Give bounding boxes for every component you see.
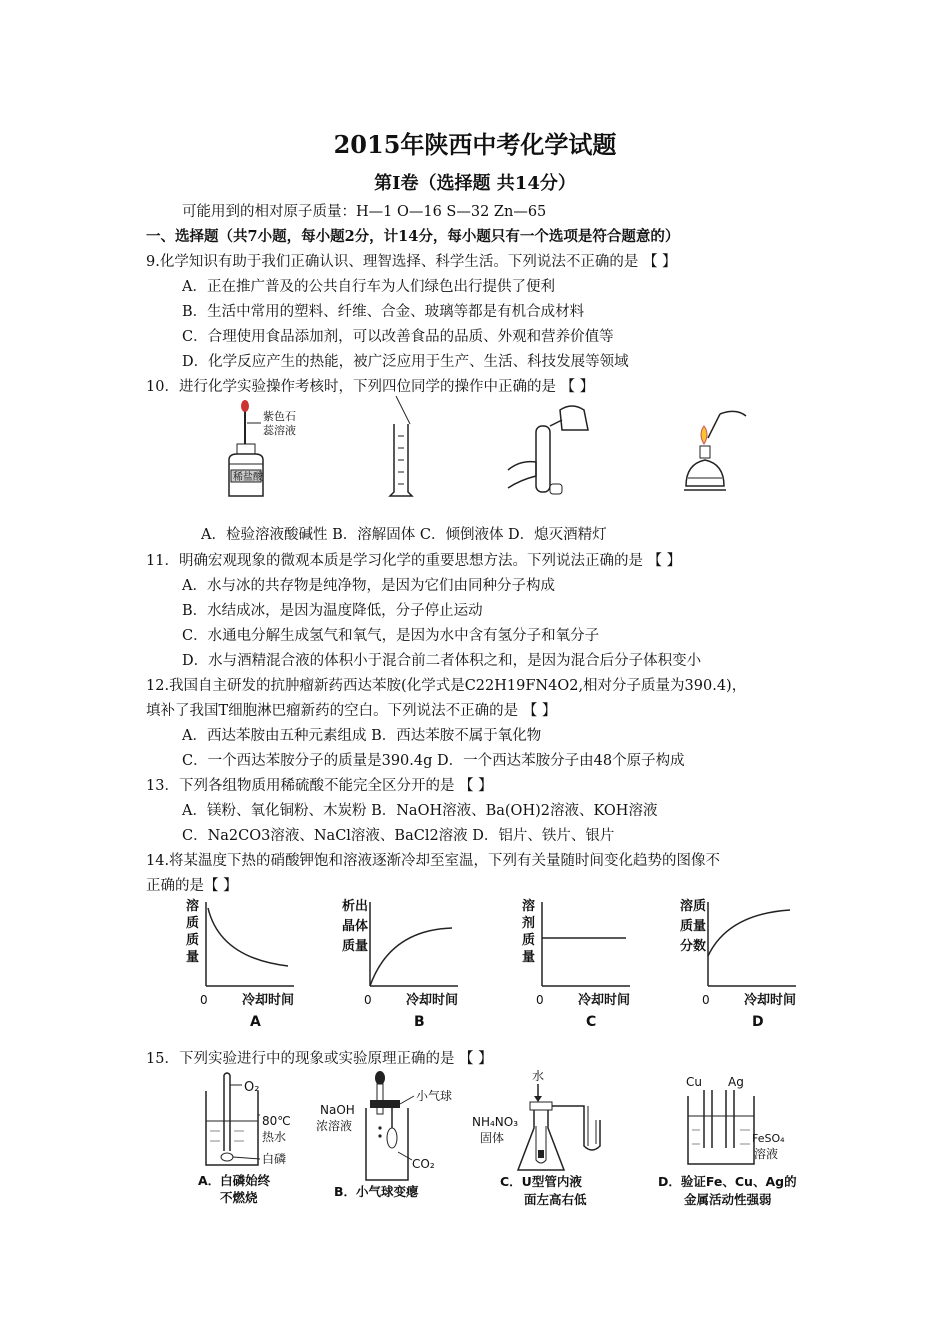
svg-text:紫色石: 紫色石 [263,410,296,423]
x-label: 冷却时间 [744,993,797,1008]
y-label-1: 溶 [186,899,200,914]
q9-option-d: D．化学反应产生的热能，被广泛应用于生产、生活、科技发展等领域 [182,354,629,370]
q14-graph-c [512,896,662,1031]
q13-options-cd: C．Na2CO3溶液、NaCl溶液、BaCl2溶液 D．铝片、铁片、银片 [182,828,615,844]
y-label-2: 剂 [522,916,536,931]
q10-options: A．检验溶液酸碱性 B．溶解固体 C．倾倒液体 D．熄灭酒精灯 [201,527,607,543]
svg-text:热水: 热水 [262,1130,287,1144]
q15-figure-c-u-tube [472,1066,632,1216]
y-label-1: 析出 [342,899,369,914]
svg-text:FeSO₄: FeSO₄ [752,1132,785,1145]
q12-stem-line2: 填补了我国T细胞淋巴瘤新药的空白。下列说法不正确的是 【 】 [146,703,557,719]
q11-option-a: A．水与冰的共存物是纯净物，是因为它们由同种分子构成 [182,578,555,594]
q14-graph-a [176,896,326,1031]
q12-options-ab: A．西达苯胺由五种元素组成 B．西达苯胺不属于氧化物 [182,728,542,744]
q11-stem: 11．明确宏观现象的微观本质是学习化学的重要思想方法。下列说法正确的是 【 】 [146,553,682,569]
trend-line [370,928,452,986]
svg-text:溶液: 溶液 [754,1147,779,1161]
y-label-4: 量 [186,950,200,965]
svg-text:面左高右低: 面左高右低 [524,1192,587,1207]
q14-stem-line2: 正确的是【 】 [146,878,238,894]
svg-text:白磷: 白磷 [262,1152,287,1166]
q13-stem: 13．下列各组物质用稀硫酸不能完全区分开的是 【 】 [146,778,493,794]
q9-option-a: A．正在推广普及的公共自行车为人们绿色出行提供了便利 [182,279,555,295]
q11-option-b: B．水结成冰，是因为温度降低，分子停止运动 [182,603,483,619]
svg-text:80℃: 80℃ [262,1114,291,1128]
svg-text:B．小气球变瘪: B．小气球变瘪 [334,1184,419,1199]
x-label: 冷却时间 [578,993,631,1008]
y-label-1: 溶 [522,899,536,914]
svg-text:水: 水 [532,1069,545,1083]
q14-graph-b [340,896,490,1031]
q15-figure-a-white-phosphorus [196,1075,306,1215]
q10-stem: 10．进行化学实验操作考核时，下列四位同学的操作中正确的是 【 】 [146,379,595,395]
q15-stem: 15．下列实验进行中的现象或实验原理正确的是 【 】 [146,1051,493,1067]
origin-label: 0 [702,993,710,1007]
svg-text:O₂: O₂ [244,1080,260,1095]
trend-line [208,908,288,966]
q9-stem: 9.化学知识有助于我们正确认识、理智选择、科学生活。下列说法不正确的是 【 】 [146,254,677,270]
origin-label: 0 [200,993,208,1007]
graph-letter: C [586,1014,597,1030]
q15-figure-d-metal-activity [656,1072,816,1212]
x-label: 冷却时间 [406,993,459,1008]
q9-option-b: B．生活中常用的塑料、纤维、合金、玻璃等都是有机合成材料 [182,304,585,320]
graph-letter: A [250,1014,261,1030]
svg-text:NaOH: NaOH [320,1103,355,1117]
x-label: 冷却时间 [242,993,295,1008]
svg-text:小气球: 小气球 [416,1089,453,1103]
atomic-mass-line: 可能用到的相对原子质量：H—1 O—16 S—32 Zn—65 [182,204,547,220]
q10-figure-d-alcohol-lamp [680,404,750,504]
q13-options-ab: A．镁粉、氧化铜粉、木炭粉 B．NaOH溶液、Ba(OH)2溶液、KOH溶液 [182,803,658,819]
graph-letter: D [752,1014,764,1030]
y-label-2: 质量 [680,919,707,934]
svg-text:Cu: Cu [686,1075,702,1089]
svg-text:CO₂: CO₂ [412,1157,435,1171]
q9-option-c: C．合理使用食品添加剂，可以改善食品的品质、外观和营养价值等 [182,329,614,345]
y-label-3: 质量 [342,939,369,954]
y-label-2: 晶体 [342,919,369,934]
page-title: 2015年陕西中考化学试题 [333,130,617,159]
y-label-3: 分数 [680,939,707,954]
svg-text:D．验证Fe、Cu、Ag的: D．验证Fe、Cu、Ag的 [658,1174,797,1189]
q12-options-cd: C．一个西达苯胺分子的质量是390.4g D．一个西达苯胺分子由48个原子构成 [182,753,685,769]
y-label-1: 溶质 [680,899,707,914]
svg-text:蕊溶液: 蕊溶液 [263,424,296,437]
graph-letter: B [414,1014,425,1030]
svg-text:NH₄NO₃: NH₄NO₃ [472,1115,519,1129]
section-heading: 一、选择题（共7小题，每小题2分，计14分，每小题只有一个选项是符合题意的） [146,228,680,245]
q14-stem-line1: 14.将某温度下热的硝酸钾饱和溶液逐渐冷却至室温，下列有关量随时间变化趋势的图像不 [146,853,721,869]
svg-text:C．U型管内液: C．U型管内液 [500,1174,582,1189]
q10-figure-b-graduated-cylinder [378,396,418,500]
origin-label: 0 [364,993,372,1007]
svg-text:浓溶液: 浓溶液 [316,1119,353,1133]
y-label-4: 量 [522,950,536,965]
q12-stem-line1: 12.我国自主研发的抗肿瘤新药西达苯胺(化学式是C22H19FN4O2,相对分子质量为390.4)， [146,678,747,694]
q11-option-c: C．水通电分解生成氢气和氧气，是因为水中含有氢分子和氧分子 [182,628,600,644]
svg-text:Ag: Ag [728,1075,744,1089]
svg-text:不燃烧: 不燃烧 [220,1190,258,1205]
y-label-3: 质 [522,933,536,948]
svg-text:金属活动性强弱: 金属活动性强弱 [684,1192,772,1207]
svg-text:A．白磷始终: A．白磷始终 [198,1173,271,1188]
q14-graph-d [678,896,828,1031]
trend-line [708,910,790,956]
q10-figure-a-dropper-bottle [225,398,315,502]
svg-text:固体: 固体 [480,1131,505,1145]
q11-option-d: D．水与酒精混合液的体积小于混合前二者体积之和，是因为混合后分子体积变小 [182,653,702,669]
svg-text:稀盐酸: 稀盐酸 [233,472,263,483]
q10-figure-c-pouring-liquid [500,400,600,502]
section-subtitle: 第Ⅰ卷（选择题 共14分） [374,173,576,194]
y-label-2: 质 [186,916,200,931]
y-label-3: 质 [186,933,200,948]
q15-figure-b-balloon [316,1070,456,1200]
origin-label: 0 [536,993,544,1007]
